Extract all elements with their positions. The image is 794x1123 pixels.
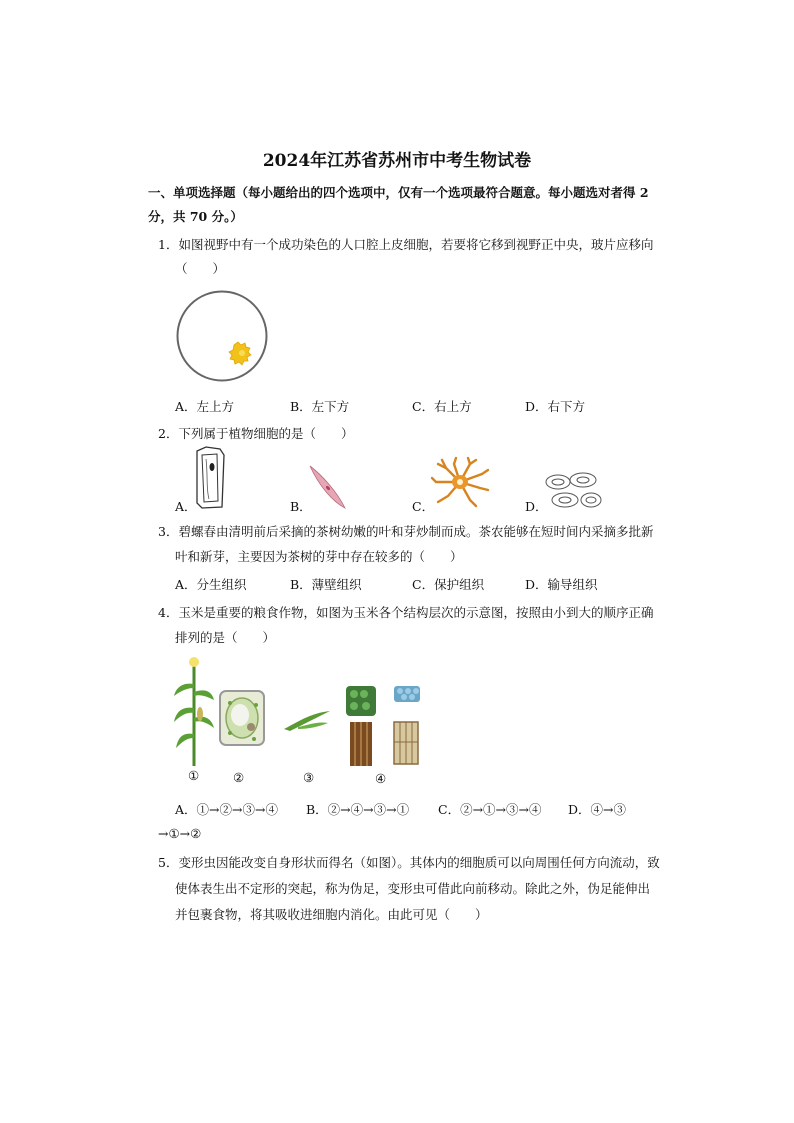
q4-option-b: B．②→④→③→①: [306, 802, 410, 817]
q4-option-d: D．④→③: [568, 802, 626, 817]
page-title: 2024年江苏省苏州市中考生物试卷: [262, 151, 532, 171]
q1-option-b: B．左下方: [290, 399, 350, 414]
q1-option-a: A．左上方: [175, 399, 235, 414]
figure-label-3: ③: [303, 770, 315, 785]
q2-option-c: C．: [412, 499, 435, 514]
q1-blank: （ ）: [175, 261, 226, 276]
muscle-cell-figure: [307, 462, 349, 512]
q3-option-d: D．输导组织: [525, 577, 598, 592]
guard-cell-figure: [192, 445, 230, 511]
q3-option-b: B．薄壁组织: [290, 577, 362, 592]
figure-label-1: ①: [188, 768, 200, 783]
q4-stem-line1: 4．玉米是重要的粮食作物，如图为玉米各个结构层次的示意图，按照由小到大的顺序正确: [158, 605, 654, 620]
section-heading-line2: 分，共 70 分。）: [148, 209, 243, 224]
q2-option-d: D．: [525, 499, 548, 514]
figure-label-2: ②: [233, 770, 245, 785]
q3-stem-line1: 3．碧螺春由清明前后采摘的茶树幼嫩的叶和芽炒制而成。茶农能够在短时间内采摘多批新: [158, 524, 654, 539]
tissue-samples-figure: [342, 684, 426, 768]
q4-option-d-continued: →①→②: [158, 826, 202, 841]
q2-option-b: B．: [290, 499, 312, 514]
q2-option-a: A．: [175, 499, 197, 514]
q3-option-c: C．保护组织: [412, 577, 485, 592]
q5-stem-line1: 5．变形虫因能改变自身形状而得名（如图）。其体内的细胞质可以向周围任何方向流动，致: [158, 855, 660, 870]
plant-cell-figure: [218, 689, 266, 747]
q1-stem: 1．如图视野中有一个成功染色的人口腔上皮细胞，若要将它移到视野正中央，玻片应移向: [158, 237, 654, 252]
corn-leaf-figure: [282, 709, 332, 733]
q4-option-a: A．①→②→③→④: [175, 802, 278, 817]
neuron-figure: [430, 456, 492, 508]
q5-stem-line2: 使体表生出不定形的突起，称为伪足，变形虫可借此向前移动。除此之外，伪足能伸出: [175, 881, 651, 896]
corn-plant-figure: [172, 656, 216, 768]
q3-option-a: A．分生组织: [175, 577, 247, 592]
figure-label-4: ④: [375, 771, 387, 786]
q3-stem-line2: 叶和新芽，主要因为茶树的芽中存在较多的（ ）: [175, 549, 463, 564]
q1-option-d: D．右下方: [525, 399, 586, 414]
section-heading-line1: 一、单项选择题（每小题给出的四个选项中，仅有一个选项最符合题意。每小题选对者得 2: [148, 185, 649, 200]
red-blood-cells-figure: [543, 470, 605, 512]
q5-stem-line3: 并包裹食物，将其吸收进细胞内消化。由此可见（ ）: [175, 907, 488, 922]
q4-option-c: C．②→①→③→④: [438, 802, 542, 817]
q2-stem: 2．下列属于植物细胞的是（ ）: [158, 426, 354, 441]
q1-option-c: C．右上方: [412, 399, 472, 414]
microscope-field-figure: [176, 290, 268, 382]
q4-stem-line2: 排列的是（ ）: [175, 630, 276, 645]
